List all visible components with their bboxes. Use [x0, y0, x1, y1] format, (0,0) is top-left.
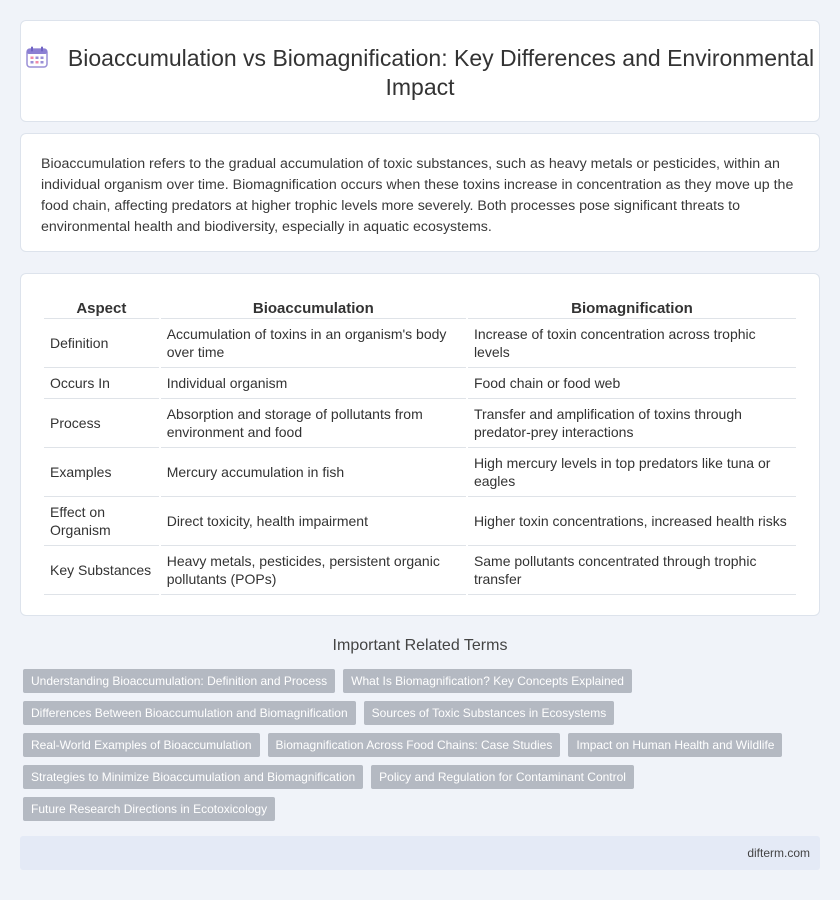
related-term-tag[interactable]: Strategies to Minimize Bioaccumulation and Biomagnification — [23, 765, 363, 789]
related-term-tag[interactable]: Future Research Directions in Ecotoxicology — [23, 797, 275, 821]
header-bioaccumulation: Bioaccumulation — [161, 296, 466, 319]
related-term-tag[interactable]: Sources of Toxic Substances in Ecosystems — [364, 701, 615, 725]
row-bioaccumulation: Heavy metals, pesticides, persistent organic pollutants (POPs) — [161, 546, 466, 595]
related-term-tag[interactable]: Impact on Human Health and Wildlife — [568, 733, 782, 757]
row-bioaccumulation: Individual organism — [161, 368, 466, 399]
comparison-card — [20, 273, 820, 616]
row-biomagnification: Food chain or food web — [468, 368, 796, 399]
related-term-tag[interactable]: Differences Between Bioaccumulation and Biomagnification — [23, 701, 356, 725]
table-row — [44, 368, 796, 399]
row-biomagnification: Same pollutants concentrated through trophic transfer — [468, 546, 796, 595]
row-aspect: Occurs In — [44, 368, 159, 399]
table-row — [44, 546, 796, 595]
related-term-tag[interactable]: Understanding Bioaccumulation: Definition and Process — [23, 669, 335, 693]
footer-site-link[interactable]: difterm.com — [747, 846, 810, 860]
related-term-tag[interactable]: What Is Biomagnification? Key Concepts Explained — [343, 669, 632, 693]
row-aspect: Process — [44, 399, 159, 448]
related-terms-list — [23, 669, 813, 821]
row-bioaccumulation: Mercury accumulation in fish — [161, 448, 466, 497]
table-row — [44, 497, 796, 546]
table-row — [44, 319, 796, 368]
row-bioaccumulation: Accumulation of toxins in an organism's body over time — [161, 319, 466, 368]
calendar-icon — [26, 46, 48, 68]
row-biomagnification: Increase of toxin concentration across trophic levels — [468, 319, 796, 368]
page-title — [21, 44, 819, 102]
related-term-tag[interactable]: Policy and Regulation for Contaminant Control — [371, 765, 634, 789]
comparison-table — [42, 296, 798, 595]
table-row — [44, 399, 796, 448]
intro-paragraph: Bioaccumulation refers to the gradual accumulation of toxic substances, such as heavy metals or pesticides, within an individual organism over time. Biomagnification occurs when these toxins increase in concentration as they move up the food chain, affecting predators at higher trophic levels more severely. Both processes pose significant threats to environmental health and biodiversity, especially in aquatic ecosystems. — [41, 156, 794, 235]
table-row — [44, 448, 796, 497]
row-aspect: Effect on Organism — [44, 497, 159, 546]
row-aspect: Key Substances — [44, 546, 159, 595]
title-text: Bioaccumulation vs Biomagnification: Key Differences and Environmental Impact — [67, 45, 815, 100]
title-card — [20, 20, 820, 122]
row-biomagnification: Higher toxin concentrations, increased health risks — [468, 497, 796, 546]
row-biomagnification: High mercury levels in top predators like tuna or eagles — [468, 448, 796, 497]
row-aspect: Examples — [44, 448, 159, 497]
related-term-tag[interactable]: Real-World Examples of Bioaccumulation — [23, 733, 260, 757]
row-aspect: Definition — [44, 319, 159, 368]
header-biomagnification: Biomagnification — [468, 296, 796, 319]
table-header-row — [44, 296, 796, 319]
intro-card — [20, 133, 820, 252]
row-bioaccumulation: Direct toxicity, health impairment — [161, 497, 466, 546]
header-aspect: Aspect — [44, 296, 159, 319]
related-term-tag[interactable]: Biomagnification Across Food Chains: Case Studies — [268, 733, 561, 757]
row-biomagnification: Transfer and amplification of toxins through predator-prey interactions — [468, 399, 796, 448]
related-terms-heading: Important Related Terms — [332, 637, 508, 654]
footer — [20, 836, 820, 870]
row-bioaccumulation: Absorption and storage of pollutants from environment and food — [161, 399, 466, 448]
